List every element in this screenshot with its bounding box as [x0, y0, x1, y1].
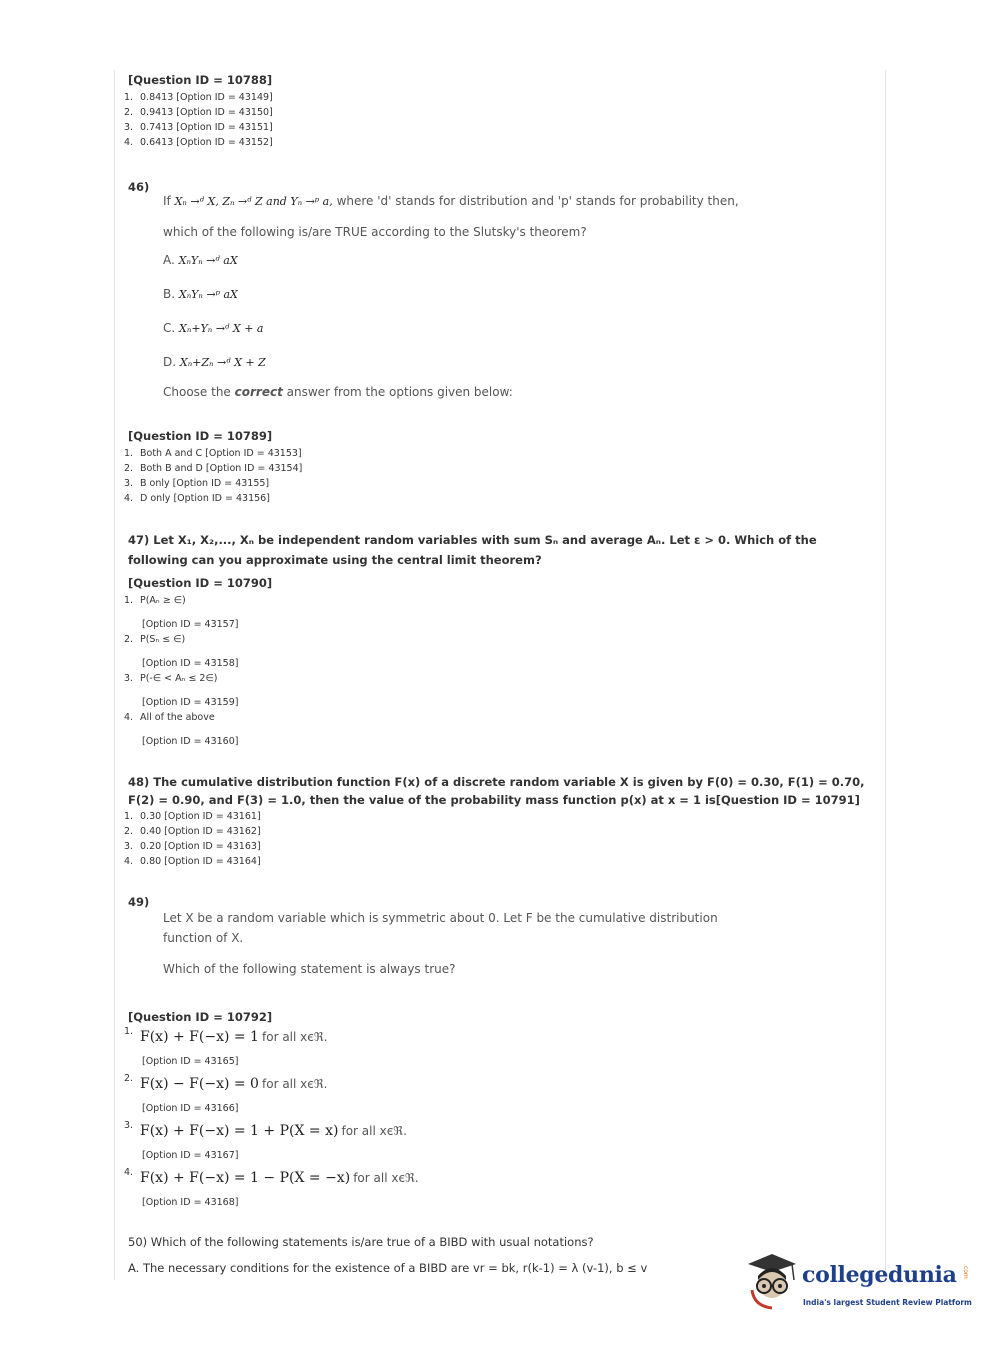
option-item: 2. P(Sₙ ≤ ∈) [Option ID = 43158] [124, 634, 239, 669]
question-48 [124, 773, 873, 869]
option-item: 4. 0.6413 [Option ID = 43152] [124, 137, 273, 148]
document-content [124, 73, 873, 1278]
question-id: [Question ID = 10792] [128, 1010, 273, 1024]
options-list [124, 1027, 873, 1210]
question-text-line2: function of X. [163, 931, 244, 945]
question-text: 47) Let X₁, X₂,..., Xₙ be independent random variables with sum Sₙ and average Aₙ. Let ε > 0. Which of the following can you approximate using the central limit theorem? [128, 533, 817, 567]
logo-tagline: India's largest Student Review Platform [803, 1298, 972, 1307]
option-item: 3. 0.7413 [Option ID = 43151] [124, 122, 273, 133]
question-number: 46) [128, 180, 150, 194]
statements-list [128, 253, 873, 369]
option-item: 3. P(-∈ < Aₙ ≤ 2∈) [Option ID = 43159] [124, 673, 239, 708]
question-text: If Xₙ →ᵈ X, Zₙ →ᵈ Z and Yₙ →ᵖ a, where 'd' stands for distribution and 'p' stands for probability then, [163, 194, 739, 208]
mascot-icon [742, 1250, 802, 1314]
option-item: 1. 0.30 [Option ID = 43161] [124, 811, 261, 822]
question-45-tail [124, 73, 873, 150]
option-item: 4. F(x) + F(−x) = 1 − P(X = −x) for all xєℜ. [Option ID = 43168] [124, 1167, 419, 1208]
options-list [124, 809, 873, 869]
option-item: 4. 0.80 [Option ID = 43164] [124, 856, 261, 867]
question-text-line2: which of the following is/are TRUE according to the Slutsky's theorem? [163, 225, 587, 239]
statement-d: D. Xₙ+Zₙ →ᵈ X + Z [163, 355, 266, 369]
statement-a: A. XₙYₙ →ᵈ aX [163, 253, 238, 267]
question-text: 48) The cumulative distribution function F(x) of a discrete random variable X is given by F(0) = 0.30, F(1) = 0.70, F(2) = 0.90, and F(3) = 1.0, then the value of the probability mass function p(x) at x = 1 is[Question ID = 10791] [128, 775, 865, 807]
question-49 [124, 895, 873, 1210]
question-text: 50) Which of the following statements is/are true of a BIBD with usual notations? [128, 1235, 594, 1249]
options-list [124, 593, 873, 749]
question-id: [Question ID = 10790] [128, 576, 273, 590]
options-list [124, 446, 873, 506]
option-item: 3. F(x) + F(−x) = 1 + P(X = x) for all xєℜ. [Option ID = 43167] [124, 1120, 407, 1161]
statement-b: B. XₙYₙ →ᵖ aX [163, 287, 238, 301]
question-46 [124, 180, 873, 506]
question-47 [124, 530, 873, 749]
option-item: 3. 0.20 [Option ID = 43163] [124, 841, 261, 852]
option-item: 2. 0.9413 [Option ID = 43150] [124, 107, 273, 118]
option-item: 4. D only [Option ID = 43156] [124, 493, 270, 504]
statement-c: C. Xₙ+Yₙ →ᵈ X + a [163, 321, 264, 335]
logo-com: .com [962, 1264, 969, 1279]
question-id: [Question ID = 10789] [128, 429, 273, 443]
logo-wordmark: collegedunia [802, 1262, 957, 1288]
question-text: Let X be a random variable which is symmetric about 0. Let F be the cumulative distribution [163, 911, 718, 925]
question-id: [Question ID = 10788] [128, 73, 273, 87]
option-item: 3. B only [Option ID = 43155] [124, 478, 270, 489]
option-item: 1. 0.8413 [Option ID = 43149] [124, 92, 273, 103]
option-item: 2. Both B and D [Option ID = 43154] [124, 463, 303, 474]
option-item: 2. F(x) − F(−x) = 0 for all xєℜ. [Option ID = 43166] [124, 1073, 328, 1114]
choose-instruction: Choose the correct answer from the options given below: [163, 385, 513, 399]
option-item: 1. Both A and C [Option ID = 43153] [124, 448, 302, 459]
options-list [124, 90, 873, 150]
option-item: 2. 0.40 [Option ID = 43162] [124, 826, 261, 837]
option-item: 4. All of the above [Option ID = 43160] [124, 712, 239, 747]
collegedunia-logo [742, 1250, 982, 1314]
question-number: 49) [128, 895, 150, 909]
statement-a: A. The necessary conditions for the existence of a BIBD are vr = bk, r(k-1) = λ (v-1), b ≤ v [128, 1261, 648, 1275]
option-item: 1. F(x) + F(−x) = 1 for all xєℜ. [Option ID = 43165] [124, 1026, 328, 1067]
option-item: 1. P(Aₙ ≥ ∈) [Option ID = 43157] [124, 595, 239, 630]
question-text-line3: Which of the following statement is always true? [163, 962, 456, 976]
